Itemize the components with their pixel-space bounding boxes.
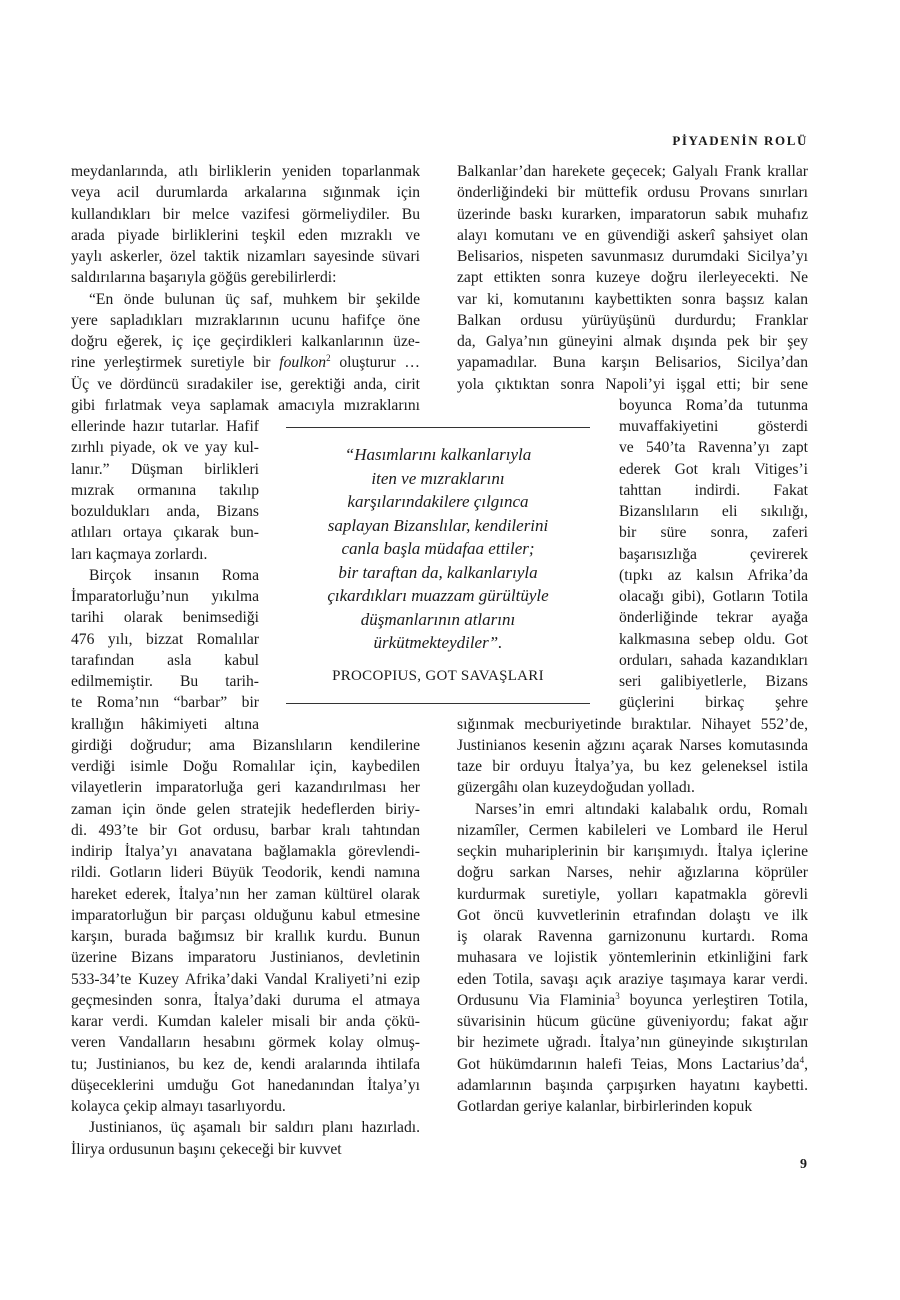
body-line: Üç ve dördüncü sıradakiler ise, gerektiği anda, cirit bbox=[71, 375, 420, 393]
body-line: gibi fırlatmak veya saplamak amacıyla mızraklarını bbox=[71, 396, 420, 414]
body-line: eden Totila, savaşı açık araziye taşımaya karar verdi. bbox=[457, 970, 808, 988]
body-line: zapt ettikten sonra kuzeye doğru ilerleyecekti. Ne bbox=[457, 269, 808, 287]
body-line: 533-34’te Kuzey Afrika’daki Vandal Kraliyeti’ni ezip bbox=[71, 970, 420, 988]
body-line: karşın, burada bağımsız bir krallık kurdu. Bunun bbox=[71, 928, 420, 945]
line-text: , bbox=[804, 1055, 808, 1073]
body-line: arada piyade birliklerini teşkil eden mızraklı ve bbox=[71, 226, 420, 244]
footnote-marker: 2 bbox=[326, 353, 331, 364]
body-line: lanır.” Düşman birlikleri bbox=[71, 460, 259, 478]
line-text: Ordusunu Via Flaminia bbox=[457, 991, 616, 1009]
body-line: taze bir orduyu İtalya’ya, bu kez geleneksel istila bbox=[457, 758, 808, 775]
pull-quote-line: “Hasımlarını kalkanlarıyla bbox=[344, 445, 532, 464]
body-line: Birçok insanın Roma bbox=[89, 566, 259, 584]
body-line: (tıpkı az kalsın Afrika’da bbox=[619, 566, 808, 584]
body-line: alayı komutanı ve en güvendiği askerî şahsiyet olan bbox=[457, 226, 808, 244]
body-line: girdiği doğrudur; ama Bizanslıların kendilerine bbox=[71, 736, 420, 754]
body-line: indirip İtalya’yı anavatana bağlamakla görevlendi- bbox=[71, 843, 420, 860]
body-line: yaylı askerler, özel taktik nizamları sayesinde süvari bbox=[71, 248, 420, 265]
body-line: edilmemiştir. Bu tarih- bbox=[71, 673, 259, 690]
pull-quote-line: karşılarındakilere çılgınca bbox=[347, 492, 529, 511]
pull-quote-top-rule bbox=[286, 427, 590, 428]
body-line: Gotlardan geriye kalanlar, birbirlerinden kopuk bbox=[457, 1098, 753, 1115]
body-line: meydanlarında, atlı birliklerin yeniden toparlanmak bbox=[71, 163, 420, 180]
body-line: veya acil durumlarda arkalarına sığınmak için bbox=[71, 184, 420, 202]
body-line: kullandıkları bir melce vazifesi görmeliydiler. Bu bbox=[71, 205, 420, 223]
body-line: boyunca Roma’da tutunma bbox=[619, 396, 808, 414]
body-line: kolayca çekip almayı tasarlıyordu. bbox=[71, 1098, 286, 1115]
pull-quote-line: düşmanlarının atlarını bbox=[360, 609, 516, 629]
footnote-marker: 3 bbox=[615, 990, 620, 1001]
body-line: te Roma’nın “barbar” bir bbox=[71, 694, 259, 712]
body-line: tu; Justinianos, bu kez de, kendi aralarında ihtilafa bbox=[71, 1055, 420, 1073]
body-line: üzerine Bizans imparatoru Justinianos, devletinin bbox=[71, 949, 420, 967]
body-line: da, Galya’nın güneyini almak dışında pek bir şey bbox=[457, 333, 808, 350]
emphasis-term: foulkon bbox=[279, 354, 327, 372]
body-line: karar verdi. Kumdan kaleler misali bir anda çökü- bbox=[71, 1013, 420, 1030]
body-line: İlirya ordusunun başını çekeceği bir kuvvet bbox=[71, 1140, 342, 1158]
body-line: vilayetlerin imparatorluğa geri kazandırılması her bbox=[71, 779, 420, 797]
body-line: var ki, komutanını kaybettikten sonra başsız kalan bbox=[457, 290, 808, 308]
body-line: önderliğinde tekrar ayağa bbox=[619, 609, 808, 627]
body-line: Balkan ordusu yürüyüşünü durdurdu; Franklar bbox=[457, 311, 808, 329]
body-line: krallığın hâkimiyeti altına bbox=[71, 715, 259, 733]
body-line: 476 yılı, bizzat Romalılar bbox=[71, 630, 259, 648]
page-number: 9 bbox=[800, 1157, 807, 1172]
body-line bbox=[457, 1054, 808, 1075]
body-line: kurdurmak suretiyle, yolları kapatmakla görevli bbox=[457, 885, 808, 903]
body-line: muvaffakiyetini gösterdi bbox=[619, 418, 808, 435]
body-line: ederek Got kralı Vitiges’i bbox=[619, 460, 808, 478]
body-line: güçlerini birkaç şehre bbox=[619, 694, 808, 712]
body-line: Got öncü kuvvetlerinin etrafından dolaştı ve ilk bbox=[457, 906, 808, 924]
body-line: tarafından asla kabul bbox=[71, 651, 259, 669]
body-line: rildi. Gotların lideri Büyük Teodorik, kendi namına bbox=[71, 864, 420, 882]
body-line: tahttan indirdi. Fakat bbox=[619, 481, 808, 499]
body-line bbox=[71, 352, 420, 373]
body-line: güzergâhı olan kuzeydoğudan yolladı. bbox=[457, 779, 695, 797]
body-line: ve 540’ta Ravenna’yı zapt bbox=[619, 439, 808, 457]
body-line: geçmesinden sonra, İtalya’daki duruma el atmaya bbox=[71, 991, 420, 1009]
pull-quote-source: PROCOPIUS, GOT SAVAŞLARI bbox=[332, 668, 544, 684]
body-line: yere sapladıkları mızraklarının ucunu hafifçe öne bbox=[71, 311, 420, 329]
body-line: seri galibiyetlerle, Bizans bbox=[619, 673, 808, 690]
body-line: “En önde bulunan üç saf, muhkem bir şekilde bbox=[89, 290, 420, 308]
body-line: imparatorluğun bir parçası olduğunu kabul etmesine bbox=[71, 906, 420, 924]
body-line: bir hezimete uğradı. İtalya’nın güneyinde sıkıştırılan bbox=[457, 1034, 808, 1052]
body-line: sığınmak mecburiyetinde bıraktılar. Nihayet 552’de, bbox=[457, 715, 808, 733]
body-line: bozuldukları anda, Bizans bbox=[71, 503, 259, 520]
running-header: PİYADENİN ROLÜ bbox=[672, 133, 808, 148]
body-line: Bizanslıların eli sıkılığı, bbox=[619, 503, 808, 520]
pull-quote-line: bir taraftan da, kalkanlarıyla bbox=[338, 562, 538, 582]
body-line: Justinianos, üç aşamalı bir saldırı planı hazırladı. bbox=[89, 1119, 420, 1137]
body-line: Balkanlar’dan harekete geçecek; Galyalı Frank krallar bbox=[457, 163, 808, 180]
body-line: yola çıktıktan sonra Napoli’yi işgal etti; bir sene bbox=[457, 375, 808, 393]
body-line: mızrak ormanına takılıp bbox=[71, 481, 259, 499]
pull-quote-line: çıkardıkları muazzam gürültüyle bbox=[327, 586, 549, 605]
body-line: doğru eğerek, iç içe geçirdikleri kalkanlarının üze- bbox=[71, 333, 420, 350]
body-line: iş olarak Ravenna garnizonunu kurtardı. Roma bbox=[457, 928, 808, 945]
body-line: düşeceklerini umduğu Got hanedanından İtalya’yı bbox=[71, 1076, 420, 1094]
body-line: Justinianos kesenin ağzını açarak Narses komutasında bbox=[457, 736, 808, 754]
line-text: Got hükümdarının halefi Teias, Mons Lactarius’da bbox=[457, 1055, 800, 1073]
body-line: ları kaçmaya zorlardı. bbox=[71, 545, 208, 563]
body-line: bir süre sonra, zaferi bbox=[619, 524, 808, 542]
body-line: muhasara ve lojistik yöntemlerinin etkinliğini fark bbox=[457, 949, 808, 967]
body-line: kalkmasına sebep oldu. Got bbox=[619, 630, 808, 648]
body-line: olacağı gibi), Gotların Totila bbox=[619, 588, 808, 605]
body-line: Belisarios, nispeten savunmasız durumdaki Sicilya’yı bbox=[457, 248, 808, 265]
body-line: atlıları ortaya çıkarak bun- bbox=[71, 524, 259, 542]
body-line: hareket ederek, İtalya’nın her zaman kültürel olarak bbox=[71, 885, 420, 903]
body-line: veren Vandalların hesabını görmek kolay olmuş- bbox=[71, 1034, 420, 1052]
body-line: Narses’in emri altındaki kalabalık ordu, Romalı bbox=[475, 800, 808, 818]
body-line: zaman için önde gelen stratejik hedeflerden biriy- bbox=[71, 800, 420, 818]
body-line: nizamîler, Cermen kabileleri ve Lombard ile Herul bbox=[457, 821, 808, 839]
body-line: İmparatorluğu’nun yıkılma bbox=[71, 588, 259, 605]
line-text: oluşturur … bbox=[330, 354, 420, 372]
body-line: verdiği isimle Doğu Romalılar için, kaybedilen bbox=[71, 758, 420, 775]
body-line: yapamadılar. Buna karşın Belisarios, Sicilya’dan bbox=[457, 354, 808, 372]
body-line: adamlarının başında çarpışırken hayatını kaybetti. bbox=[457, 1076, 808, 1094]
footnote-marker: 4 bbox=[799, 1054, 805, 1065]
body-line: zırhlı piyade, ok ve yay kul- bbox=[71, 439, 259, 457]
body-line: doğru sarkan Narses, nehir ağızlarına köprüler bbox=[457, 864, 808, 882]
line-text: rine yerleştirmek suretiyle bir bbox=[71, 354, 280, 372]
pull-quote-line: saplayan Bizanslılar, kendilerini bbox=[327, 515, 549, 535]
pull-quote-line: canla başla müdafaa ettiler; bbox=[341, 539, 535, 558]
body-line: süvarisinin hücum gücüne güveniyordu; fakat ağır bbox=[457, 1013, 808, 1030]
body-line: seçkin muhariplerinin bir karışımıydı. İtalya içlerine bbox=[457, 843, 808, 860]
body-line bbox=[457, 990, 808, 1011]
body-line: saldırılarına başarıyla göğüs gerebilirlerdi: bbox=[71, 269, 337, 287]
line-text: boyunca yerleştiren Totila, bbox=[619, 991, 808, 1009]
body-line: tarihi olarak benimsediği bbox=[71, 609, 259, 627]
pull-quote-line: iten ve mızraklarını bbox=[371, 468, 505, 488]
body-line: di. 493’te bir Got ordusu, barbar kralı tahtından bbox=[71, 821, 420, 839]
pull-quote-line: ürkütmekteydiler”. bbox=[373, 633, 503, 652]
body-line: üzerinde baskı kurarken, imparatorun sabık muhafız bbox=[457, 205, 808, 223]
body-line: ellerinde hazır tutarlar. Hafif bbox=[71, 418, 259, 435]
pull-quote-bottom-rule bbox=[286, 703, 590, 704]
body-line: önderliğindeki bir müttefik ordusu Provans sınırları bbox=[457, 184, 808, 202]
body-line: başarısızlığa çevirerek bbox=[619, 545, 808, 563]
body-line: orduları, sahada kazandıkları bbox=[619, 651, 808, 669]
